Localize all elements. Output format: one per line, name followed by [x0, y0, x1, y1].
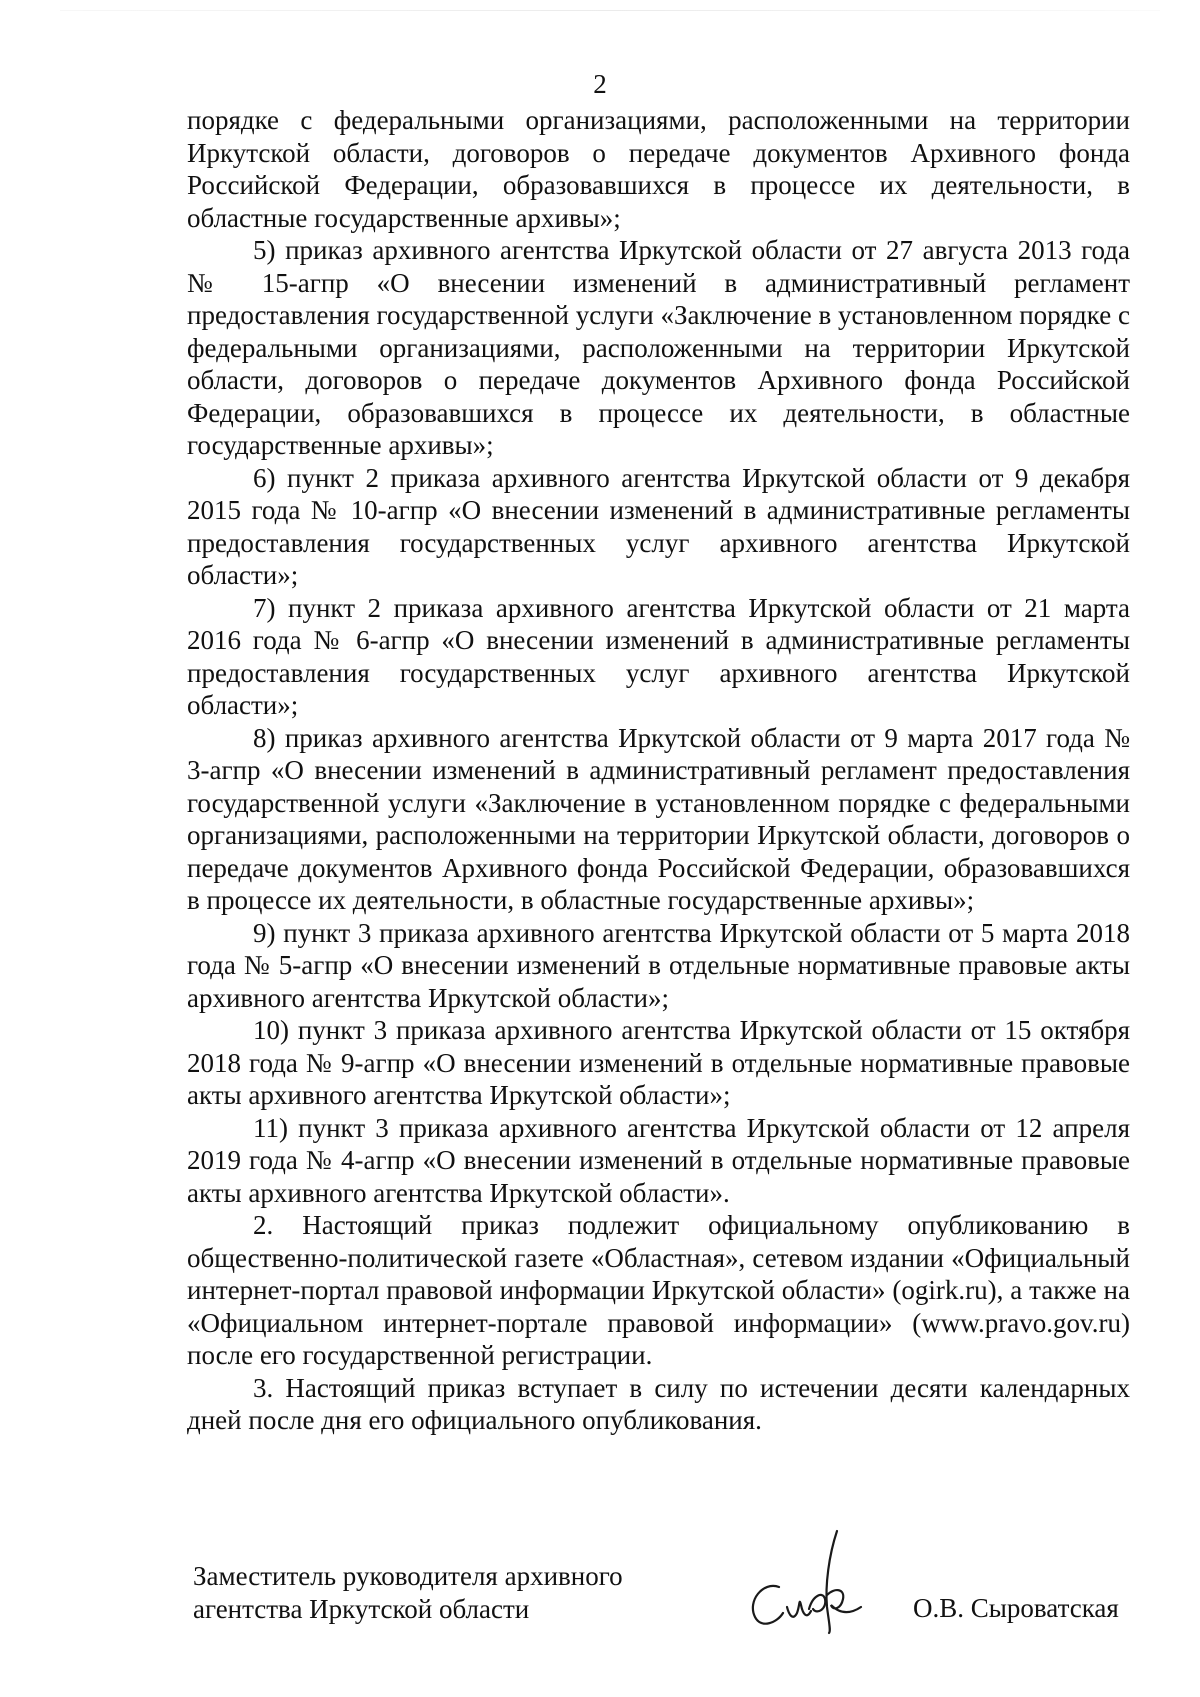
- list-item-11: 11) пункт 3 приказа архивного агентства Иркутской области от 12 апреля 2019 года № 4-агпр «О внесении изменений в отдельные нормативные правовые акты архивного агентства Иркутской области».: [187, 1112, 1130, 1208]
- signatory-name: О.В. Сыроватская: [913, 1593, 1119, 1623]
- list-item-9: 9) пункт 3 приказа архивного агентства Иркутской области от 5 марта 2018 года № 5-агпр «О внесении изменений в отдельные нормативные правовые акты архивного агентства Иркутской области»;: [187, 917, 1130, 1013]
- page-number: 2: [593, 69, 607, 99]
- document-body: [187, 104, 1130, 1437]
- list-item-8: 8) приказ архивного агентства Иркутской области от 9 марта 2017 года № 3-агпр «О внесении изменений в административный регламент предоставления государственной услуги «Заключение в установленном порядке с федеральными организациями, расположенными на территории Иркутской области, договоров о передаче документов Архивного фонда Российской Федерации, образовавшихся в процессе их деятельности, в областные государственные архивы»;: [187, 722, 1130, 915]
- list-item-6: 6) пункт 2 приказа архивного агентства Иркутской области от 9 декабря 2015 года № 10-агпр «О внесении изменений в административные регламенты предоставления государственных услуг архивного агентства Иркутской области»;: [187, 462, 1130, 590]
- list-item-5: 5) приказ архивного агентства Иркутской области от 27 августа 2013 года № 15-агпр «О внесении изменений в административный регламент предоставления государственной услуги «Заключение в установленном порядке с федеральными организациями, расположенными на территории Иркутской области, договоров о передаче документов Архивного фонда Российской Федерации, образовавшихся в процессе их деятельности, в областные государственные архивы»;: [187, 235, 1130, 460]
- scan-edge: [60, 10, 1160, 11]
- list-item-7: 7) пункт 2 приказа архивного агентства Иркутской области от 21 марта 2016 года № 6-агпр «О внесении изменений в административные регламенты предоставления государственных услуг архивного агентства Иркутской области»;: [187, 592, 1130, 720]
- handwritten-signature: [745, 1525, 885, 1635]
- list-item-10: 10) пункт 3 приказа архивного агентства Иркутской области от 15 октября 2018 года № 9-агпр «О внесении изменений в отдельные нормативные правовые акты архивного агентства Иркутской области»;: [187, 1015, 1130, 1110]
- signatory-position-line-1: Заместитель руководителя архивного: [193, 1561, 623, 1591]
- signatory-position: [193, 1560, 623, 1625]
- signatory-position-line-2: агентства Иркутской области: [193, 1593, 530, 1624]
- clause-2-publication: 2. Настоящий приказ подлежит официальному опубликованию в общественно-политической газете «Областная», сетевом издании «Официальный интернет-портал правовой информации Иркутской области» (ogirk.ru), а также на «Официальном интернет-портале правовой информации» (www.pravo.gov.ru) после его государственной регистрации.: [187, 1210, 1130, 1370]
- paragraph-continuation: порядке с федеральными организациями, расположенными на территории Иркутской области, договоров о передаче документов Архивного фонда Российской Федерации, образовавшихся в процессе их деятельности, в областные государственные архивы»;: [187, 105, 1130, 233]
- clause-3-effective-date: 3. Настоящий приказ вступает в силу по истечении десяти календарных дней после дня его официального опубликования.: [187, 1372, 1130, 1435]
